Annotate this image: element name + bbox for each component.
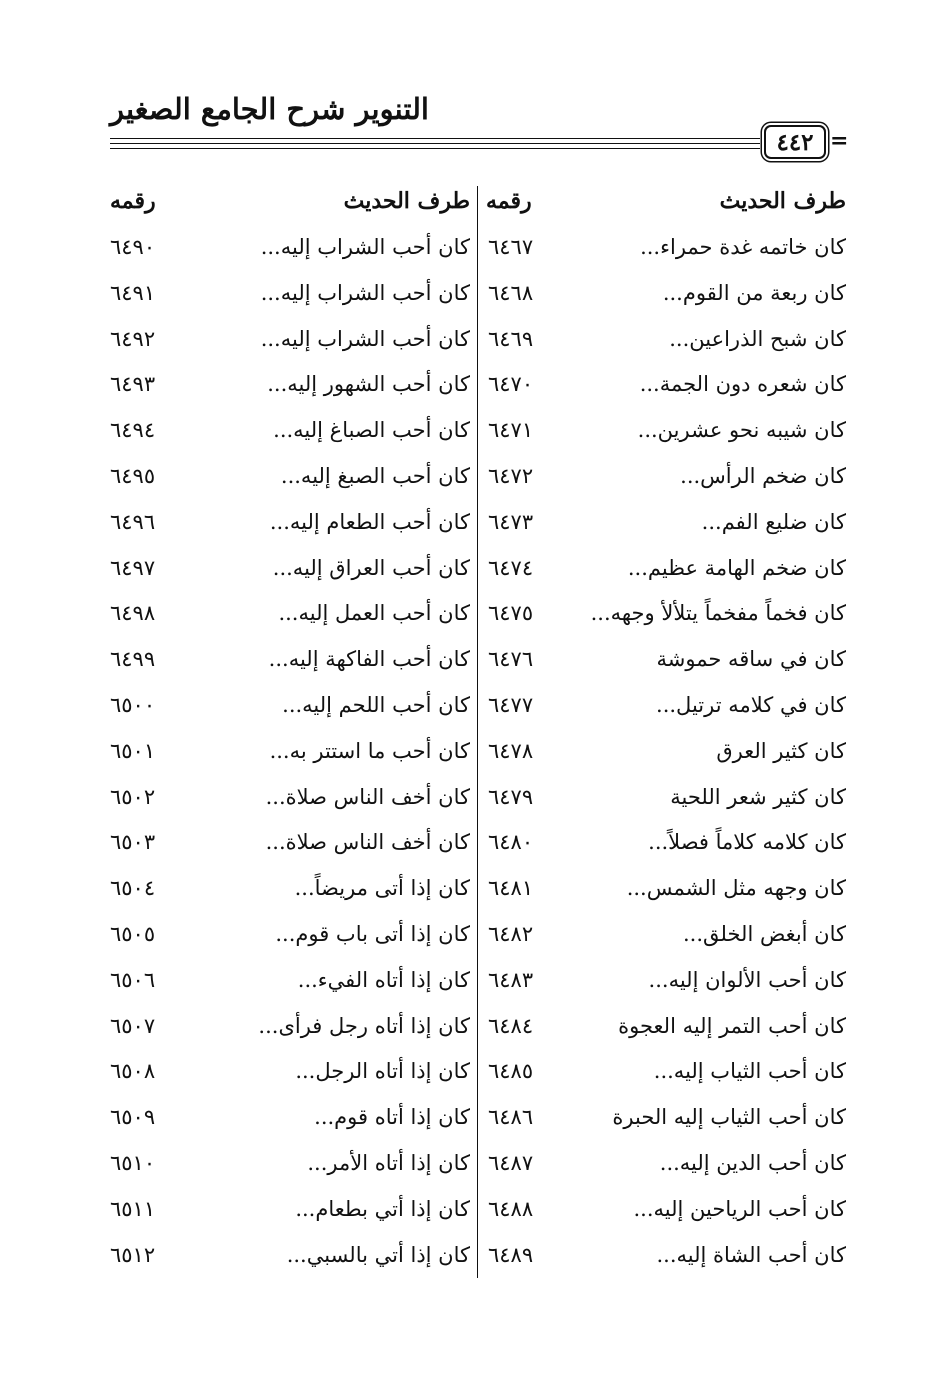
hadith-entry-text: كان كثير شعر اللحية — [670, 784, 846, 809]
index-row — [0, 642, 948, 688]
hadith-entry-text: كان أحب الدين إليه... — [659, 1150, 846, 1175]
hadith-entry-number: ٦٤٧٠ — [488, 372, 534, 397]
index-row — [0, 1238, 948, 1284]
hadith-entry-text: كان ربعة من القوم... — [662, 280, 846, 305]
hadith-entry-text: كان أحب العراق إليه... — [272, 555, 470, 580]
hadith-entry-number: ٦٤٧٣ — [488, 509, 534, 534]
hadith-entry-number: ٦٤٩٠ — [110, 235, 156, 259]
index-row — [0, 871, 948, 917]
index-row — [0, 505, 948, 551]
hadith-entry-text: كان أحب الألوان إليه... — [648, 967, 846, 992]
hadith-entry-text: كان أحب الفاكهة إليه... — [268, 647, 470, 672]
hadith-entry-text: كان إذا أتاه رجل فرأى... — [258, 1013, 470, 1038]
hadith-entry-number: ٦٤٨٨ — [488, 1196, 534, 1221]
header-rule — [110, 138, 760, 139]
hadith-entry-text: كان كلامه كلاماً فصلاً... — [648, 830, 846, 855]
right-text-column-header: طرف الحديث — [719, 188, 846, 214]
hadith-entry-text: كان أحب الطعام إليه... — [269, 509, 470, 534]
hadith-entry-number: ٦٤٨٢ — [488, 921, 534, 946]
hadith-entry-number: ٦٥١٢ — [110, 1242, 156, 1267]
hadith-entry-text: كان شبح الذراعين... — [669, 326, 846, 351]
hadith-entry-text: كان ضليع الفم... — [701, 509, 846, 534]
hadith-entry-text: كان أحب اللحم إليه... — [282, 692, 470, 717]
hadith-entry-text: كان أحب الصباغ إليه... — [273, 418, 470, 443]
hadith-entry-number: ٦٥٠٧ — [110, 1013, 156, 1038]
right-number-column-header: رقمه — [486, 188, 532, 214]
hadith-entry-text: كان ضخم الرأس... — [680, 463, 846, 488]
hadith-entry-number: ٦٥٠٦ — [110, 967, 156, 992]
hadith-entry-text: كان في كلامه ترتيل... — [656, 692, 846, 717]
hadith-entry-number: ٦٤٨٦ — [488, 1105, 534, 1130]
hadith-entry-text: كان شيبه نحو عشرين... — [637, 418, 846, 443]
hadith-entry-number: ٦٥٠٥ — [110, 921, 156, 946]
index-rows — [0, 230, 948, 1283]
hadith-entry-text: كان أحب الشراب إليه... — [260, 235, 470, 259]
hadith-entry-text: كان أحب الصبغ إليه... — [280, 463, 470, 488]
index-row — [0, 917, 948, 963]
index-row — [0, 825, 948, 871]
index-row — [0, 1192, 948, 1238]
hadith-entry-number: ٦٤٩٢ — [110, 326, 156, 351]
hadith-entry-number: ٦٤٨٤ — [488, 1013, 534, 1038]
hadith-entry-number: ٦٤٦٩ — [488, 326, 534, 351]
hadith-entry-text: كان إذا أتى مريضاً... — [294, 876, 470, 901]
hadith-entry-number: ٦٤٦٧ — [488, 235, 534, 259]
hadith-entry-number: ٦٤٨٧ — [488, 1150, 534, 1175]
index-row — [0, 596, 948, 642]
index-row — [0, 459, 948, 505]
hadith-entry-number: ٦٥٠٨ — [110, 1059, 156, 1084]
hadith-entry-text: كان إذا أتي بالسبي... — [286, 1242, 470, 1267]
hadith-entry-number: ٦٥٠٣ — [110, 830, 156, 855]
hadith-entry-number: ٦٥١١ — [110, 1196, 156, 1221]
hadith-entry-number: ٦٥٠٩ — [110, 1105, 156, 1130]
page-number-ornament: = — [830, 128, 849, 154]
index-row — [0, 413, 948, 459]
hadith-entry-number: ٦٤٩٥ — [110, 463, 156, 488]
hadith-entry-number: ٦٤٧٨ — [488, 738, 534, 763]
hadith-entry-text: كان وجهه مثل الشمس... — [626, 876, 846, 901]
index-row — [0, 963, 948, 1009]
hadith-entry-text: كان إذا أتاه الأمر... — [307, 1150, 470, 1175]
hadith-entry-number: ٦٥٠٠ — [110, 692, 156, 717]
hadith-entry-text: كان شعره دون الجمة... — [639, 372, 846, 397]
hadith-entry-text: كان أخف الناس صلاة... — [265, 830, 470, 855]
hadith-entry-number: ٦٤٦٨ — [488, 280, 534, 305]
index-row — [0, 688, 948, 734]
index-row — [0, 230, 948, 276]
hadith-entry-number: ٦٤٧٦ — [488, 647, 534, 672]
hadith-entry-number: ٦٤٩٩ — [110, 647, 156, 672]
header-rule — [110, 148, 760, 149]
index-row — [0, 276, 948, 322]
index-row — [0, 367, 948, 413]
hadith-entry-text: كان إذا أتاه الفيء... — [297, 967, 470, 992]
hadith-entry-text: كان أحب الثياب إليه... — [653, 1059, 846, 1084]
hadith-entry-text: كان أحب الرياحين إليه... — [633, 1196, 846, 1221]
index-row — [0, 1054, 948, 1100]
hadith-entry-number: ٦٤٨٩ — [488, 1242, 534, 1267]
hadith-entry-text: كان إذا أتي بطعام... — [295, 1196, 470, 1221]
header-rule — [110, 143, 760, 144]
hadith-entry-text: كان كثير العرق — [716, 738, 846, 763]
hadith-entry-number: ٦٤٩٣ — [110, 372, 156, 397]
hadith-entry-text: كان إذا أتى باب قوم... — [275, 921, 470, 946]
hadith-entry-number: ٦٤٩٦ — [110, 509, 156, 534]
hadith-entry-number: ٦٤٨٣ — [488, 967, 534, 992]
hadith-entry-number: ٦٤٩٨ — [110, 601, 156, 626]
hadith-entry-text: كان أحب الثياب إليه الحبرة — [612, 1105, 846, 1130]
left-text-column-header: طرف الحديث — [343, 188, 470, 214]
index-row — [0, 1100, 948, 1146]
hadith-entry-number: ٦٤٧٧ — [488, 692, 534, 717]
hadith-entry-number: ٦٤٧٢ — [488, 463, 534, 488]
hadith-entry-number: ٦٤٧٤ — [488, 555, 534, 580]
hadith-entry-number: ٦٤٨٠ — [488, 830, 534, 855]
hadith-entry-number: ٦٥٠٤ — [110, 876, 156, 901]
hadith-entry-number: ٦٥١٠ — [110, 1150, 156, 1175]
header-rules — [110, 138, 760, 150]
hadith-entry-text: كان أبغض الخلق... — [683, 921, 846, 946]
hadith-entry-text: كان أحب الشاة إليه... — [656, 1242, 846, 1267]
hadith-entry-number: ٦٤٧٥ — [488, 601, 534, 626]
hadith-entry-text: كان ضخم الهامة عظيم... — [627, 555, 846, 580]
hadith-entry-text: كان في ساقه حموشة — [656, 647, 846, 672]
hadith-entry-text: كان أحب الشراب إليه... — [260, 280, 470, 305]
hadith-entry-number: ٦٤٨١ — [488, 876, 534, 901]
hadith-entry-text: كان فخماً مفخماً يتلألأ وجهه... — [590, 601, 846, 626]
hadith-entry-number: ٦٤٩١ — [110, 280, 156, 305]
hadith-entry-text: كان أخف الناس صلاة... — [265, 784, 470, 809]
hadith-entry-text: كان أحب الشهور إليه... — [267, 372, 470, 397]
hadith-entry-number: ٦٤٨٥ — [488, 1059, 534, 1084]
hadith-entry-number: ٦٤٧٩ — [488, 784, 534, 809]
hadith-entry-number: ٦٤٩٧ — [110, 555, 156, 580]
hadith-entry-text: كان إذا أتاه قوم... — [314, 1105, 470, 1130]
hadith-entry-text: كان أحب العمل إليه... — [278, 601, 470, 626]
hadith-entry-text: كان خاتمه غدة حمراء... — [640, 235, 846, 259]
index-row — [0, 322, 948, 368]
index-row — [0, 1009, 948, 1055]
left-number-column-header: رقمه — [110, 188, 156, 214]
hadith-entry-text: كان أحب التمر إليه العجوة — [618, 1013, 846, 1038]
index-row — [0, 551, 948, 597]
hadith-entry-text: كان أحب الشراب إليه... — [260, 326, 470, 351]
index-row — [0, 734, 948, 780]
hadith-entry-text: كان أحب ما استتر به... — [269, 738, 470, 763]
hadith-entry-number: ٦٥٠١ — [110, 738, 156, 763]
hadith-entry-number: ٦٤٩٤ — [110, 418, 156, 443]
hadith-entry-text: كان إذا أتاه الرجل... — [295, 1059, 470, 1084]
hadith-entry-number: ٦٥٠٢ — [110, 784, 156, 809]
index-row — [0, 780, 948, 826]
page-number: ٤٤٢ — [764, 125, 826, 159]
index-row — [0, 1146, 948, 1192]
book-title: التنوير شرح الجامع الصغير — [110, 92, 429, 126]
hadith-entry-number: ٦٤٧١ — [488, 418, 534, 443]
